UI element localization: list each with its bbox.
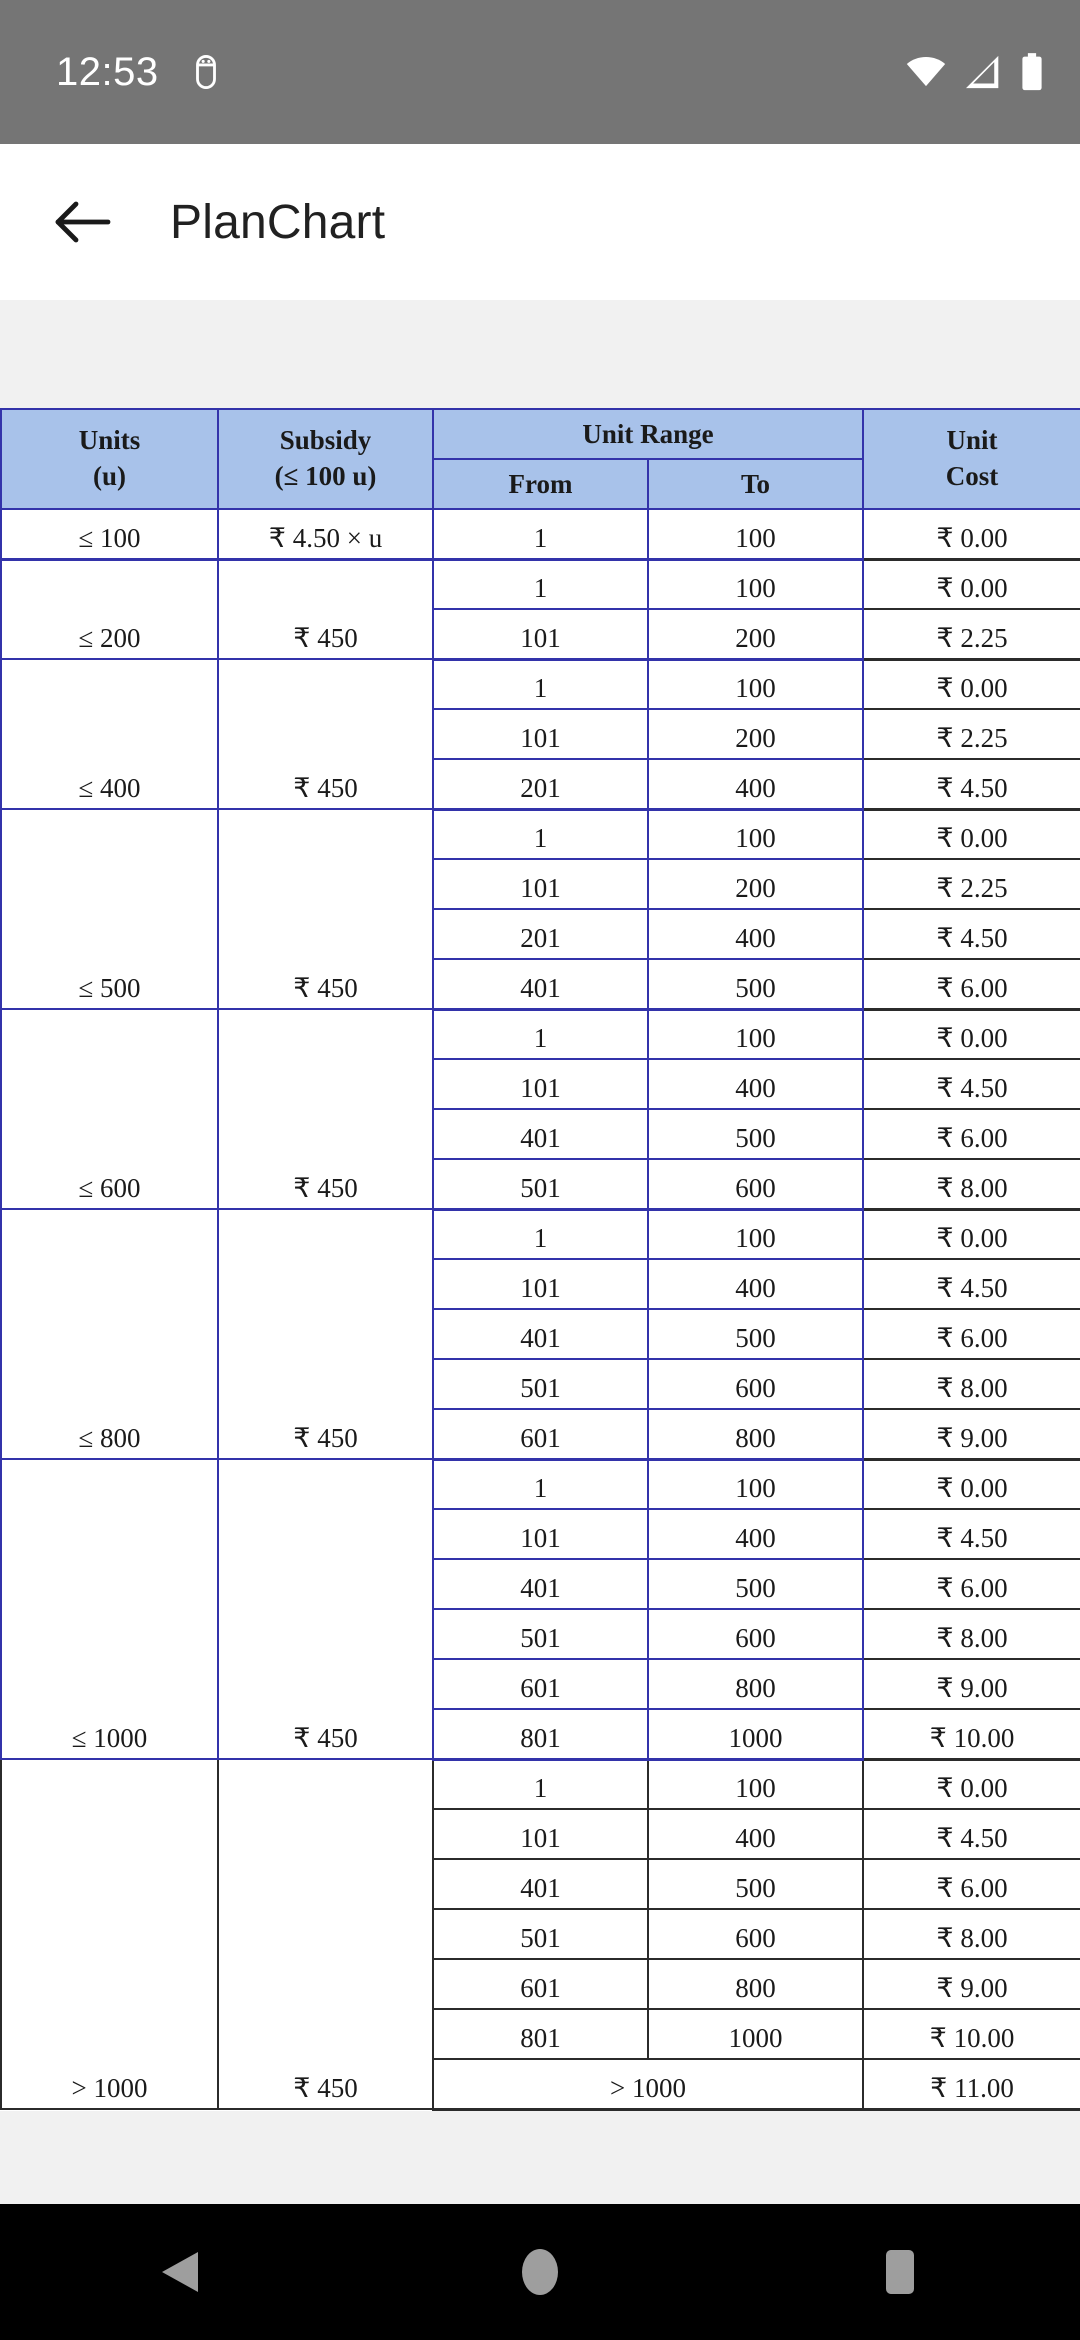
table-body (1, 509, 1080, 2109)
cell-unit-cost: ₹ 4.50 (863, 1059, 1080, 1109)
cell-unit-cost: ₹ 9.00 (863, 1659, 1080, 1709)
cell-range-from: 401 (433, 1309, 648, 1359)
table-row (1, 809, 1080, 859)
cell-range-from: 201 (433, 909, 648, 959)
cell-unit-cost: ₹ 0.00 (863, 809, 1080, 859)
cell-unit-cost: ₹ 6.00 (863, 1859, 1080, 1909)
cell-range-to: 200 (648, 709, 863, 759)
cell-range-to: 400 (648, 1509, 863, 1559)
cell-range-to: 500 (648, 959, 863, 1009)
cell-range-from: 401 (433, 1859, 648, 1909)
status-bar-left (56, 50, 223, 95)
cell-range-from: 1 (433, 1209, 648, 1259)
cell-unit-cost: ₹ 2.25 (863, 709, 1080, 759)
nav-home-button[interactable] (485, 2217, 595, 2327)
column-header-subsidy-line2: (≤ 100 u) (274, 461, 377, 491)
plan-chart-table (0, 408, 1080, 2111)
cell-range-from: 101 (433, 1509, 648, 1559)
battery-icon (1020, 53, 1044, 91)
cell-unit-cost: ₹ 4.50 (863, 1509, 1080, 1559)
cell-subsidy: ₹ 450 (218, 1009, 433, 1209)
cell-range-to: 400 (648, 909, 863, 959)
cell-range-from: 1 (433, 559, 648, 609)
column-header-subsidy (218, 409, 433, 509)
content-top-spacer (0, 300, 1080, 408)
cell-range-from: 1 (433, 509, 648, 559)
cell-unit-cost: ₹ 6.00 (863, 1559, 1080, 1609)
cell-range-from: 501 (433, 1909, 648, 1959)
cell-range-from: 601 (433, 1959, 648, 2009)
page-title: PlanChart (170, 195, 386, 249)
cell-range-to: 1000 (648, 1709, 863, 1759)
cell-range-from: 1 (433, 1759, 648, 1809)
cell-range-from: 501 (433, 1159, 648, 1209)
table-row (1, 1759, 1080, 1809)
cell-range-to: 800 (648, 1659, 863, 1709)
cell-range-from: 401 (433, 1109, 648, 1159)
cell-range-to: 100 (648, 1009, 863, 1059)
table-row (1, 659, 1080, 709)
column-header-to: To (648, 459, 863, 509)
table-row (1, 559, 1080, 609)
cell-unit-cost: ₹ 2.25 (863, 609, 1080, 659)
table-row (1, 1209, 1080, 1259)
cell-range-to: 100 (648, 659, 863, 709)
cell-unit-cost: ₹ 2.25 (863, 859, 1080, 909)
cell-units: ≤ 800 (1, 1209, 218, 1459)
cell-range-to: 200 (648, 609, 863, 659)
nav-recents-button[interactable] (845, 2217, 955, 2327)
cell-subsidy: ₹ 450 (218, 1459, 433, 1759)
cell-range-to: 600 (648, 1909, 863, 1959)
cell-unit-cost: ₹ 4.50 (863, 1259, 1080, 1309)
cell-range-to: 400 (648, 759, 863, 809)
cell-range-to: 100 (648, 1759, 863, 1809)
cell-range-from: 1 (433, 1009, 648, 1059)
column-header-units-line1: Units (78, 425, 141, 456)
column-header-units-line2: (u) (93, 461, 126, 491)
cell-range-to: 800 (648, 1409, 863, 1459)
cell-range-to: 200 (648, 859, 863, 909)
cell-range-from: 101 (433, 1059, 648, 1109)
status-bar-right (906, 53, 1044, 91)
column-header-from: From (433, 459, 648, 509)
column-header-unit-cost-line2: Cost (945, 461, 999, 491)
cell-range-to: 100 (648, 1209, 863, 1259)
cell-unit-cost: ₹ 0.00 (863, 1459, 1080, 1509)
cell-range-from: 601 (433, 1409, 648, 1459)
cell-range-to: 600 (648, 1359, 863, 1409)
system-navigation-bar (0, 2204, 1080, 2340)
cell-unit-cost: ₹ 0.00 (863, 509, 1080, 559)
android-debug-icon (189, 53, 223, 91)
cell-range-from: 401 (433, 959, 648, 1009)
table-row (1, 1009, 1080, 1059)
cell-unit-cost: ₹ 11.00 (863, 2059, 1080, 2109)
cell-range-from: 401 (433, 1559, 648, 1609)
cell-range-to: 100 (648, 559, 863, 609)
cell-range-to: 600 (648, 1159, 863, 1209)
cellular-signal-icon (964, 55, 1002, 89)
cell-range-from: 101 (433, 709, 648, 759)
cell-units: ≤ 1000 (1, 1459, 218, 1759)
table-header (1, 409, 1080, 509)
back-button[interactable] (46, 186, 118, 258)
cell-range-to: 500 (648, 1109, 863, 1159)
cell-range-to: 600 (648, 1609, 863, 1659)
cell-unit-cost: ₹ 8.00 (863, 1609, 1080, 1659)
cell-unit-cost: ₹ 0.00 (863, 659, 1080, 709)
back-triangle-icon (158, 2248, 202, 2296)
cell-range-from: 801 (433, 2009, 648, 2059)
cell-range-from: 1 (433, 809, 648, 859)
cell-unit-cost: ₹ 4.50 (863, 759, 1080, 809)
column-header-unit-cost-line1: Unit (946, 425, 998, 456)
cell-range-to: 500 (648, 1309, 863, 1359)
wifi-icon (906, 55, 946, 89)
cell-range-from: 101 (433, 609, 648, 659)
cell-unit-cost: ₹ 6.00 (863, 1109, 1080, 1159)
cell-unit-cost: ₹ 6.00 (863, 959, 1080, 1009)
status-bar-clock: 12:53 (56, 49, 159, 94)
column-header-unit-range: Unit Range (433, 409, 863, 459)
cell-subsidy: ₹ 450 (218, 659, 433, 809)
column-header-units (1, 409, 218, 509)
cell-range-to: 500 (648, 1859, 863, 1909)
cell-range-to: 100 (648, 1459, 863, 1509)
cell-unit-cost: ₹ 0.00 (863, 1009, 1080, 1059)
cell-range-from: 501 (433, 1359, 648, 1409)
cell-unit-cost: ₹ 9.00 (863, 1959, 1080, 2009)
cell-range-from: 501 (433, 1609, 648, 1659)
cell-unit-cost: ₹ 0.00 (863, 1759, 1080, 1809)
cell-units: ≤ 200 (1, 559, 218, 659)
cell-range-from: 101 (433, 859, 648, 909)
cell-subsidy: ₹ 450 (218, 809, 433, 1009)
cell-range-from: 101 (433, 1259, 648, 1309)
cell-subsidy: ₹ 450 (218, 1209, 433, 1459)
cell-subsidy: ₹ 4.50 × u (218, 509, 433, 559)
cell-units: ≤ 600 (1, 1009, 218, 1209)
cell-units: ≤ 100 (1, 509, 218, 559)
cell-range-from: 101 (433, 1809, 648, 1859)
content-area (0, 300, 1080, 2340)
cell-range-to: 100 (648, 509, 863, 559)
cell-range-from: 1 (433, 659, 648, 709)
cell-unit-range-span: > 1000 (433, 2059, 863, 2109)
table-row (1, 1459, 1080, 1509)
cell-unit-cost: ₹ 0.00 (863, 1209, 1080, 1259)
cell-range-from: 601 (433, 1659, 648, 1709)
cell-unit-cost: ₹ 4.50 (863, 1809, 1080, 1859)
recents-square-icon (885, 2248, 915, 2296)
cell-range-to: 400 (648, 1259, 863, 1309)
cell-units: > 1000 (1, 1759, 218, 2109)
cell-unit-cost: ₹ 8.00 (863, 1159, 1080, 1209)
cell-unit-cost: ₹ 8.00 (863, 1909, 1080, 1959)
cell-range-from: 1 (433, 1459, 648, 1509)
home-circle-icon (520, 2247, 560, 2297)
cell-subsidy: ₹ 450 (218, 559, 433, 659)
cell-unit-cost: ₹ 4.50 (863, 909, 1080, 959)
cell-subsidy: ₹ 450 (218, 1759, 433, 2109)
table-header-row-1 (1, 409, 1080, 459)
cell-units: ≤ 500 (1, 809, 218, 1009)
cell-unit-cost: ₹ 10.00 (863, 2009, 1080, 2059)
cell-unit-cost: ₹ 0.00 (863, 559, 1080, 609)
table-row (1, 509, 1080, 559)
cell-range-from: 201 (433, 759, 648, 809)
cell-range-to: 400 (648, 1809, 863, 1859)
cell-range-to: 800 (648, 1959, 863, 2009)
cell-range-to: 1000 (648, 2009, 863, 2059)
cell-range-to: 400 (648, 1059, 863, 1109)
nav-back-button[interactable] (125, 2217, 235, 2327)
app-bar (0, 144, 1080, 300)
cell-unit-cost: ₹ 8.00 (863, 1359, 1080, 1409)
column-header-unit-cost (863, 409, 1080, 509)
column-header-subsidy-line1: Subsidy (279, 425, 372, 456)
cell-range-to: 100 (648, 809, 863, 859)
status-bar (0, 0, 1080, 144)
cell-unit-cost: ₹ 10.00 (863, 1709, 1080, 1759)
cell-range-from: 801 (433, 1709, 648, 1759)
cell-unit-cost: ₹ 6.00 (863, 1309, 1080, 1359)
cell-range-to: 500 (648, 1559, 863, 1609)
back-arrow-icon (52, 198, 112, 246)
cell-unit-cost: ₹ 9.00 (863, 1409, 1080, 1459)
cell-units: ≤ 400 (1, 659, 218, 809)
